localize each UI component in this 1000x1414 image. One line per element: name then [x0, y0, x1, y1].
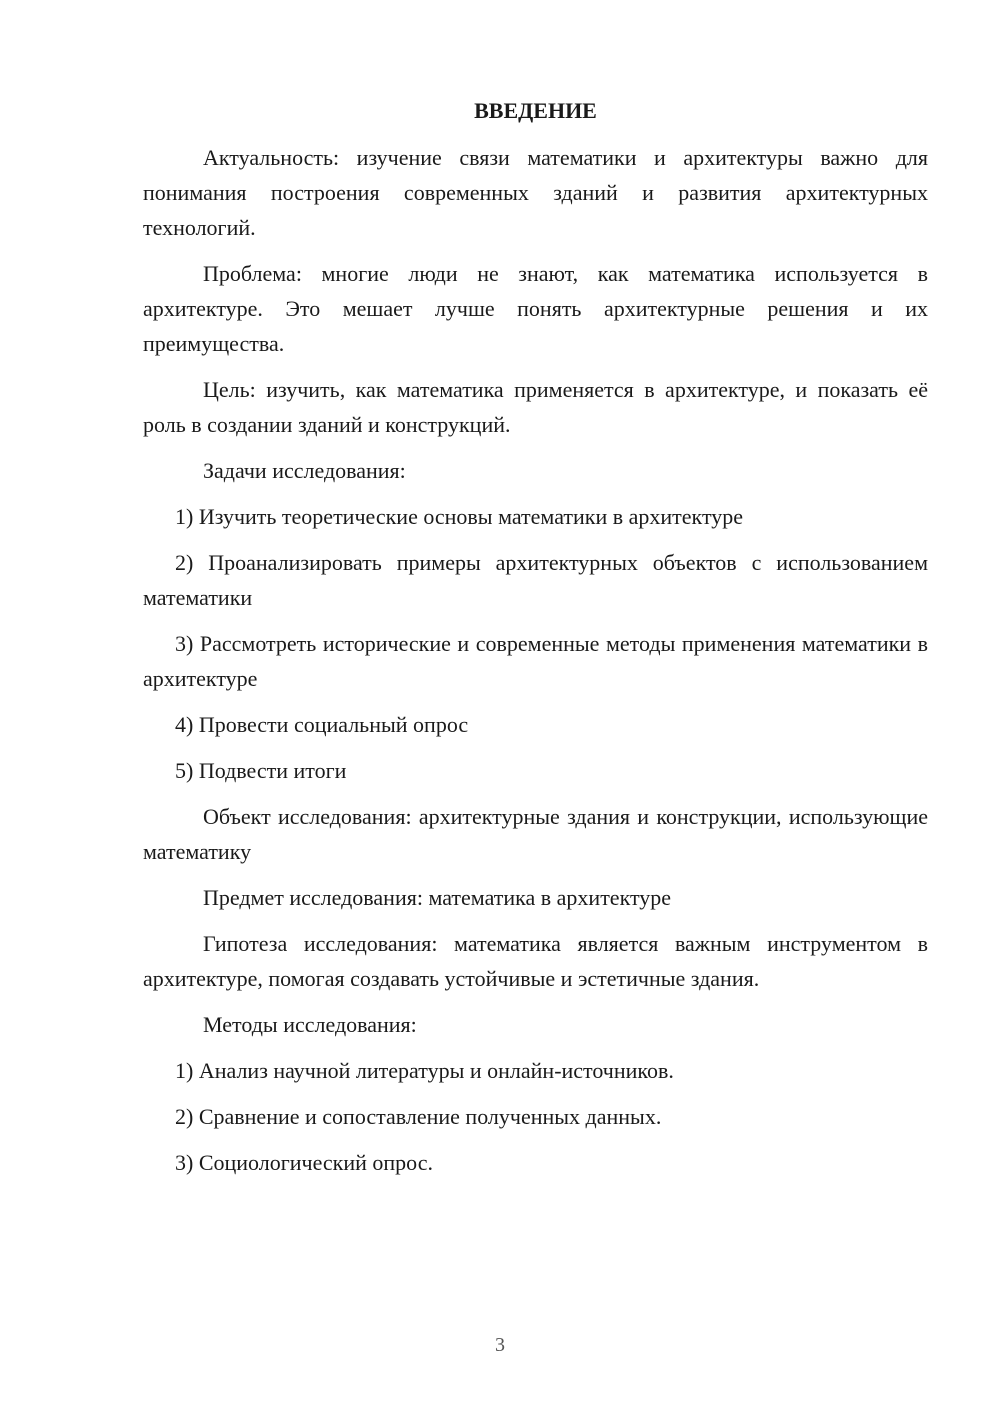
method-item: 2) Сравнение и сопоставление полученных данных.	[175, 1104, 662, 1129]
task-item: 5) Подвести итоги	[175, 758, 347, 783]
method-item: 1) Анализ научной литературы и онлайн-источников.	[175, 1058, 674, 1083]
paragraph-subject: Предмет исследования: математика в архитектуре	[203, 885, 672, 910]
task-item: 3) Рассмотреть исторические и современные методы применения математики в архитектуре	[143, 631, 928, 691]
page-title: ВВЕДЕНИЕ	[474, 98, 597, 123]
paragraph-object: Объект исследования: архитектурные здания и конструкции, использующие математику	[143, 804, 928, 864]
task-item: 4) Провести социальный опрос	[175, 712, 469, 737]
page-number: 3	[495, 1334, 505, 1356]
paragraph-relevance: Актуальность: изучение связи математики и архитектуры важно для понимания построения современных зданий и развития архитектурных технологий.	[143, 145, 928, 240]
task-item: 1) Изучить теоретические основы математики в архитектуре	[175, 504, 744, 529]
paragraph-tasks-heading: Задачи исследования:	[203, 458, 406, 483]
paragraph-methods-heading: Методы исследования:	[203, 1012, 417, 1037]
document-body	[143, 93, 928, 1191]
task-item: 2) Проанализировать примеры архитектурных объектов с использованием математики	[143, 550, 928, 610]
paragraph-hypothesis: Гипотеза исследования: математика является важным инструментом в архитектуре, помогая создавать устойчивые и эстетичные здания.	[143, 931, 928, 991]
paragraph-goal: Цель: изучить, как математика применяется в архитектуре, и показать её роль в создании зданий и конструкций.	[143, 377, 928, 437]
method-item: 3) Социологический опрос.	[175, 1150, 433, 1175]
paragraph-problem: Проблема: многие люди не знают, как математика используется в архитектуре. Это мешает лучше понять архитектурные решения и их преимущества.	[143, 261, 928, 356]
